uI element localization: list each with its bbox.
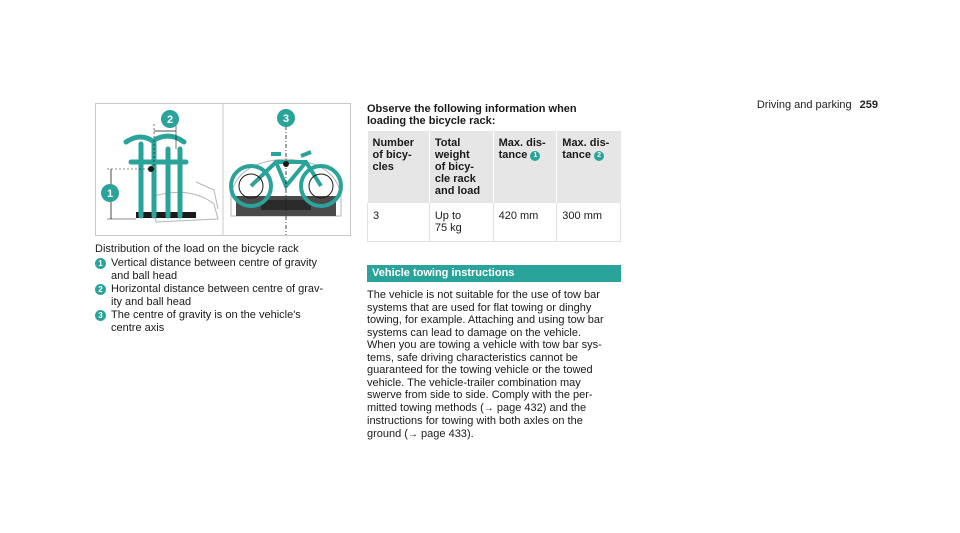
page-reference-link[interactable]: page 432 bbox=[496, 401, 543, 414]
caption-line: Vertical distance between centre of gravity bbox=[111, 257, 318, 269]
header-line: and load bbox=[434, 185, 481, 197]
header-text: tance bbox=[562, 149, 592, 161]
section-title: Driving and parking bbox=[756, 99, 852, 111]
text-line: towing, for example. Attaching and using tow bar bbox=[367, 314, 604, 326]
header-line: Max. dis- bbox=[498, 137, 546, 149]
observe-line: Observe the following information when bbox=[367, 103, 577, 115]
text-line bbox=[367, 402, 625, 416]
cell-line: 420 mm bbox=[498, 210, 539, 222]
text-segment: ) and the bbox=[542, 401, 587, 414]
header-line: Max. dis- bbox=[562, 137, 610, 149]
text-segment: ). bbox=[466, 427, 474, 440]
header-line bbox=[562, 149, 615, 161]
text-line bbox=[367, 428, 625, 442]
caption-line: ity and ball head bbox=[111, 296, 192, 308]
observe-heading bbox=[367, 103, 627, 127]
header-line: of bicy- bbox=[372, 149, 412, 161]
text-line: tems, safe driving characteristics cannot be bbox=[367, 351, 578, 364]
header-line: of bicy- bbox=[434, 161, 474, 173]
header-line: Number bbox=[372, 137, 415, 149]
towing-section-heading: Vehicle towing instructions bbox=[367, 265, 621, 282]
caption-title: Distribution of the load on the bicycle rack bbox=[95, 243, 299, 255]
figure-caption bbox=[95, 243, 355, 335]
text-line: systems can lead to damage on the vehicle. bbox=[367, 326, 582, 339]
cell-line: 75 kg bbox=[434, 222, 462, 234]
text-line: systems that are used for flat towing or dinghy bbox=[367, 301, 592, 314]
caption-line: The centre of gravity is on the vehicle's bbox=[111, 309, 301, 321]
header-line: weight bbox=[434, 149, 470, 161]
table-header-row bbox=[368, 131, 621, 203]
bicycle-rack-drawing bbox=[96, 104, 350, 235]
text-segment: mitted towing methods ( bbox=[367, 401, 484, 414]
caption-line: and ball head bbox=[111, 270, 178, 282]
callout-2-label: 2 bbox=[166, 114, 174, 126]
number-badge: 2 bbox=[594, 151, 604, 161]
side-view bbox=[101, 110, 218, 222]
number-badge: 3 bbox=[95, 310, 106, 321]
rear-view bbox=[231, 109, 341, 235]
header-max-distance-2 bbox=[557, 131, 621, 203]
bicycle-rack-illustration bbox=[95, 103, 351, 236]
header-number-of-bicycles bbox=[368, 131, 430, 203]
cell-line: Up to bbox=[434, 210, 462, 222]
text-line: When you are towing a vehicle with tow bar sys- bbox=[367, 339, 602, 351]
number-badge: 2 bbox=[95, 284, 106, 295]
text-line: swerve from side to side. Comply with the per- bbox=[367, 389, 593, 401]
callout-1-label: 1 bbox=[106, 188, 114, 200]
header-line: cle rack bbox=[434, 173, 476, 185]
text-line: vehicle. The vehicle-trailer combination may bbox=[367, 376, 581, 389]
header-line: Total bbox=[434, 137, 461, 149]
header-total-weight bbox=[429, 131, 493, 203]
text-line: guaranteed for the towing vehicle or the towed bbox=[367, 364, 593, 376]
caption-item-1 bbox=[95, 257, 355, 283]
text-line: The vehicle is not suitable for the use of tow bar bbox=[367, 289, 600, 301]
arrow-right-icon: → bbox=[483, 402, 494, 414]
text-segment: ground ( bbox=[367, 427, 408, 440]
number-badge: 1 bbox=[95, 258, 106, 269]
callout-3-label: 3 bbox=[282, 113, 290, 125]
observe-line: loading the bicycle rack: bbox=[367, 115, 496, 127]
cell-number bbox=[368, 203, 430, 242]
page-number: 259 bbox=[859, 99, 878, 111]
page-reference-link[interactable]: page 433 bbox=[421, 427, 467, 440]
bicycle-rack-table bbox=[367, 131, 621, 242]
header-line bbox=[499, 149, 552, 161]
cell-line: 300 mm bbox=[562, 210, 603, 222]
number-badge: 1 bbox=[530, 151, 540, 161]
page-header bbox=[757, 99, 878, 111]
caption-line: Horizontal distance between centre of grav- bbox=[111, 283, 324, 295]
cell-weight bbox=[429, 203, 493, 242]
cell-distance-2 bbox=[557, 203, 621, 242]
table-row bbox=[368, 203, 621, 242]
text-line: instructions for towing with both axles on the bbox=[367, 415, 583, 427]
cell-line: 3 bbox=[373, 210, 380, 222]
header-max-distance-1 bbox=[493, 131, 557, 203]
caption-item-3 bbox=[95, 309, 355, 335]
caption-item-2 bbox=[95, 283, 355, 309]
cell-distance-1 bbox=[493, 203, 557, 242]
arrow-right-icon: → bbox=[407, 428, 418, 440]
header-text: tance bbox=[498, 149, 528, 161]
header-line: cles bbox=[372, 161, 394, 173]
caption-line: centre axis bbox=[111, 322, 165, 334]
towing-paragraph bbox=[367, 289, 625, 441]
